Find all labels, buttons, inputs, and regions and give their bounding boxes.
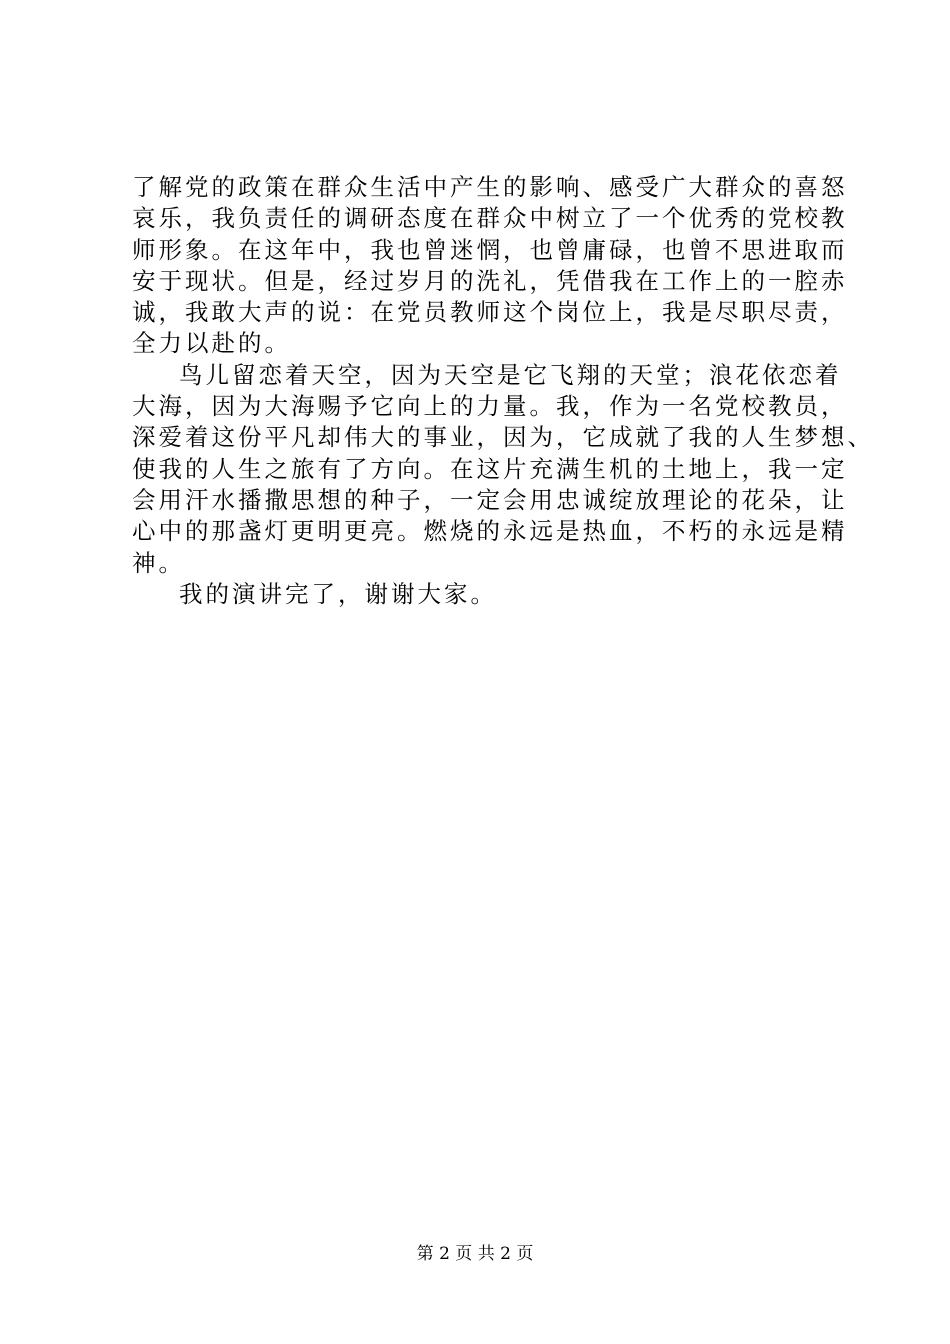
text-line: 诚，我敢大声的说：在党员教师这个岗位上，我是尽职尽责， [132, 298, 848, 327]
paragraph-3 [132, 579, 832, 610]
text-line: 会用汗水播撒思想的种子，一定会用忠诚绽放理论的花朵，让 [132, 485, 848, 514]
text-line: 心中的那盏灯更明更亮。燃烧的永远是热血，不朽的永远是精 [132, 517, 848, 546]
text-line: 使我的人生之旅有了方向。在这片充满生机的土地上，我一定 [132, 454, 848, 483]
page-footer [0, 1242, 950, 1266]
document-body [132, 172, 874, 610]
text-line: 我的演讲完了，谢谢大家。 [179, 579, 497, 608]
paragraph-2 [132, 360, 874, 579]
text-line: 师形象。在这年中，我也曾迷惘，也曾庸碌，也曾不思进取而 [132, 235, 848, 264]
text-line: 全力以赴的。 [132, 329, 291, 358]
text-line: 大海，因为大海赐予它向上的力量。我，作为一名党校教员， [132, 392, 848, 421]
text-line: 神。 [132, 548, 185, 577]
text-line: 鸟儿留恋着天空，因为天空是它飞翔的天堂；浪花依恋着 [179, 360, 842, 389]
text-line: 安于现状。但是，经过岁月的洗礼，凭借我在工作上的一腔赤 [132, 266, 848, 295]
text-line: 了解党的政策在群众生活中产生的影响、感受广大群众的喜怒 [132, 173, 848, 201]
paragraph-1 [132, 172, 848, 360]
text-line: 哀乐，我负责任的调研态度在群众中树立了一个优秀的党校教 [132, 204, 848, 233]
page-number: 第 2 页 共 2 页 [416, 1244, 534, 1264]
text-line: 深爱着这份平凡却伟大的事业，因为，它成就了我的人生梦想、 [132, 423, 874, 452]
